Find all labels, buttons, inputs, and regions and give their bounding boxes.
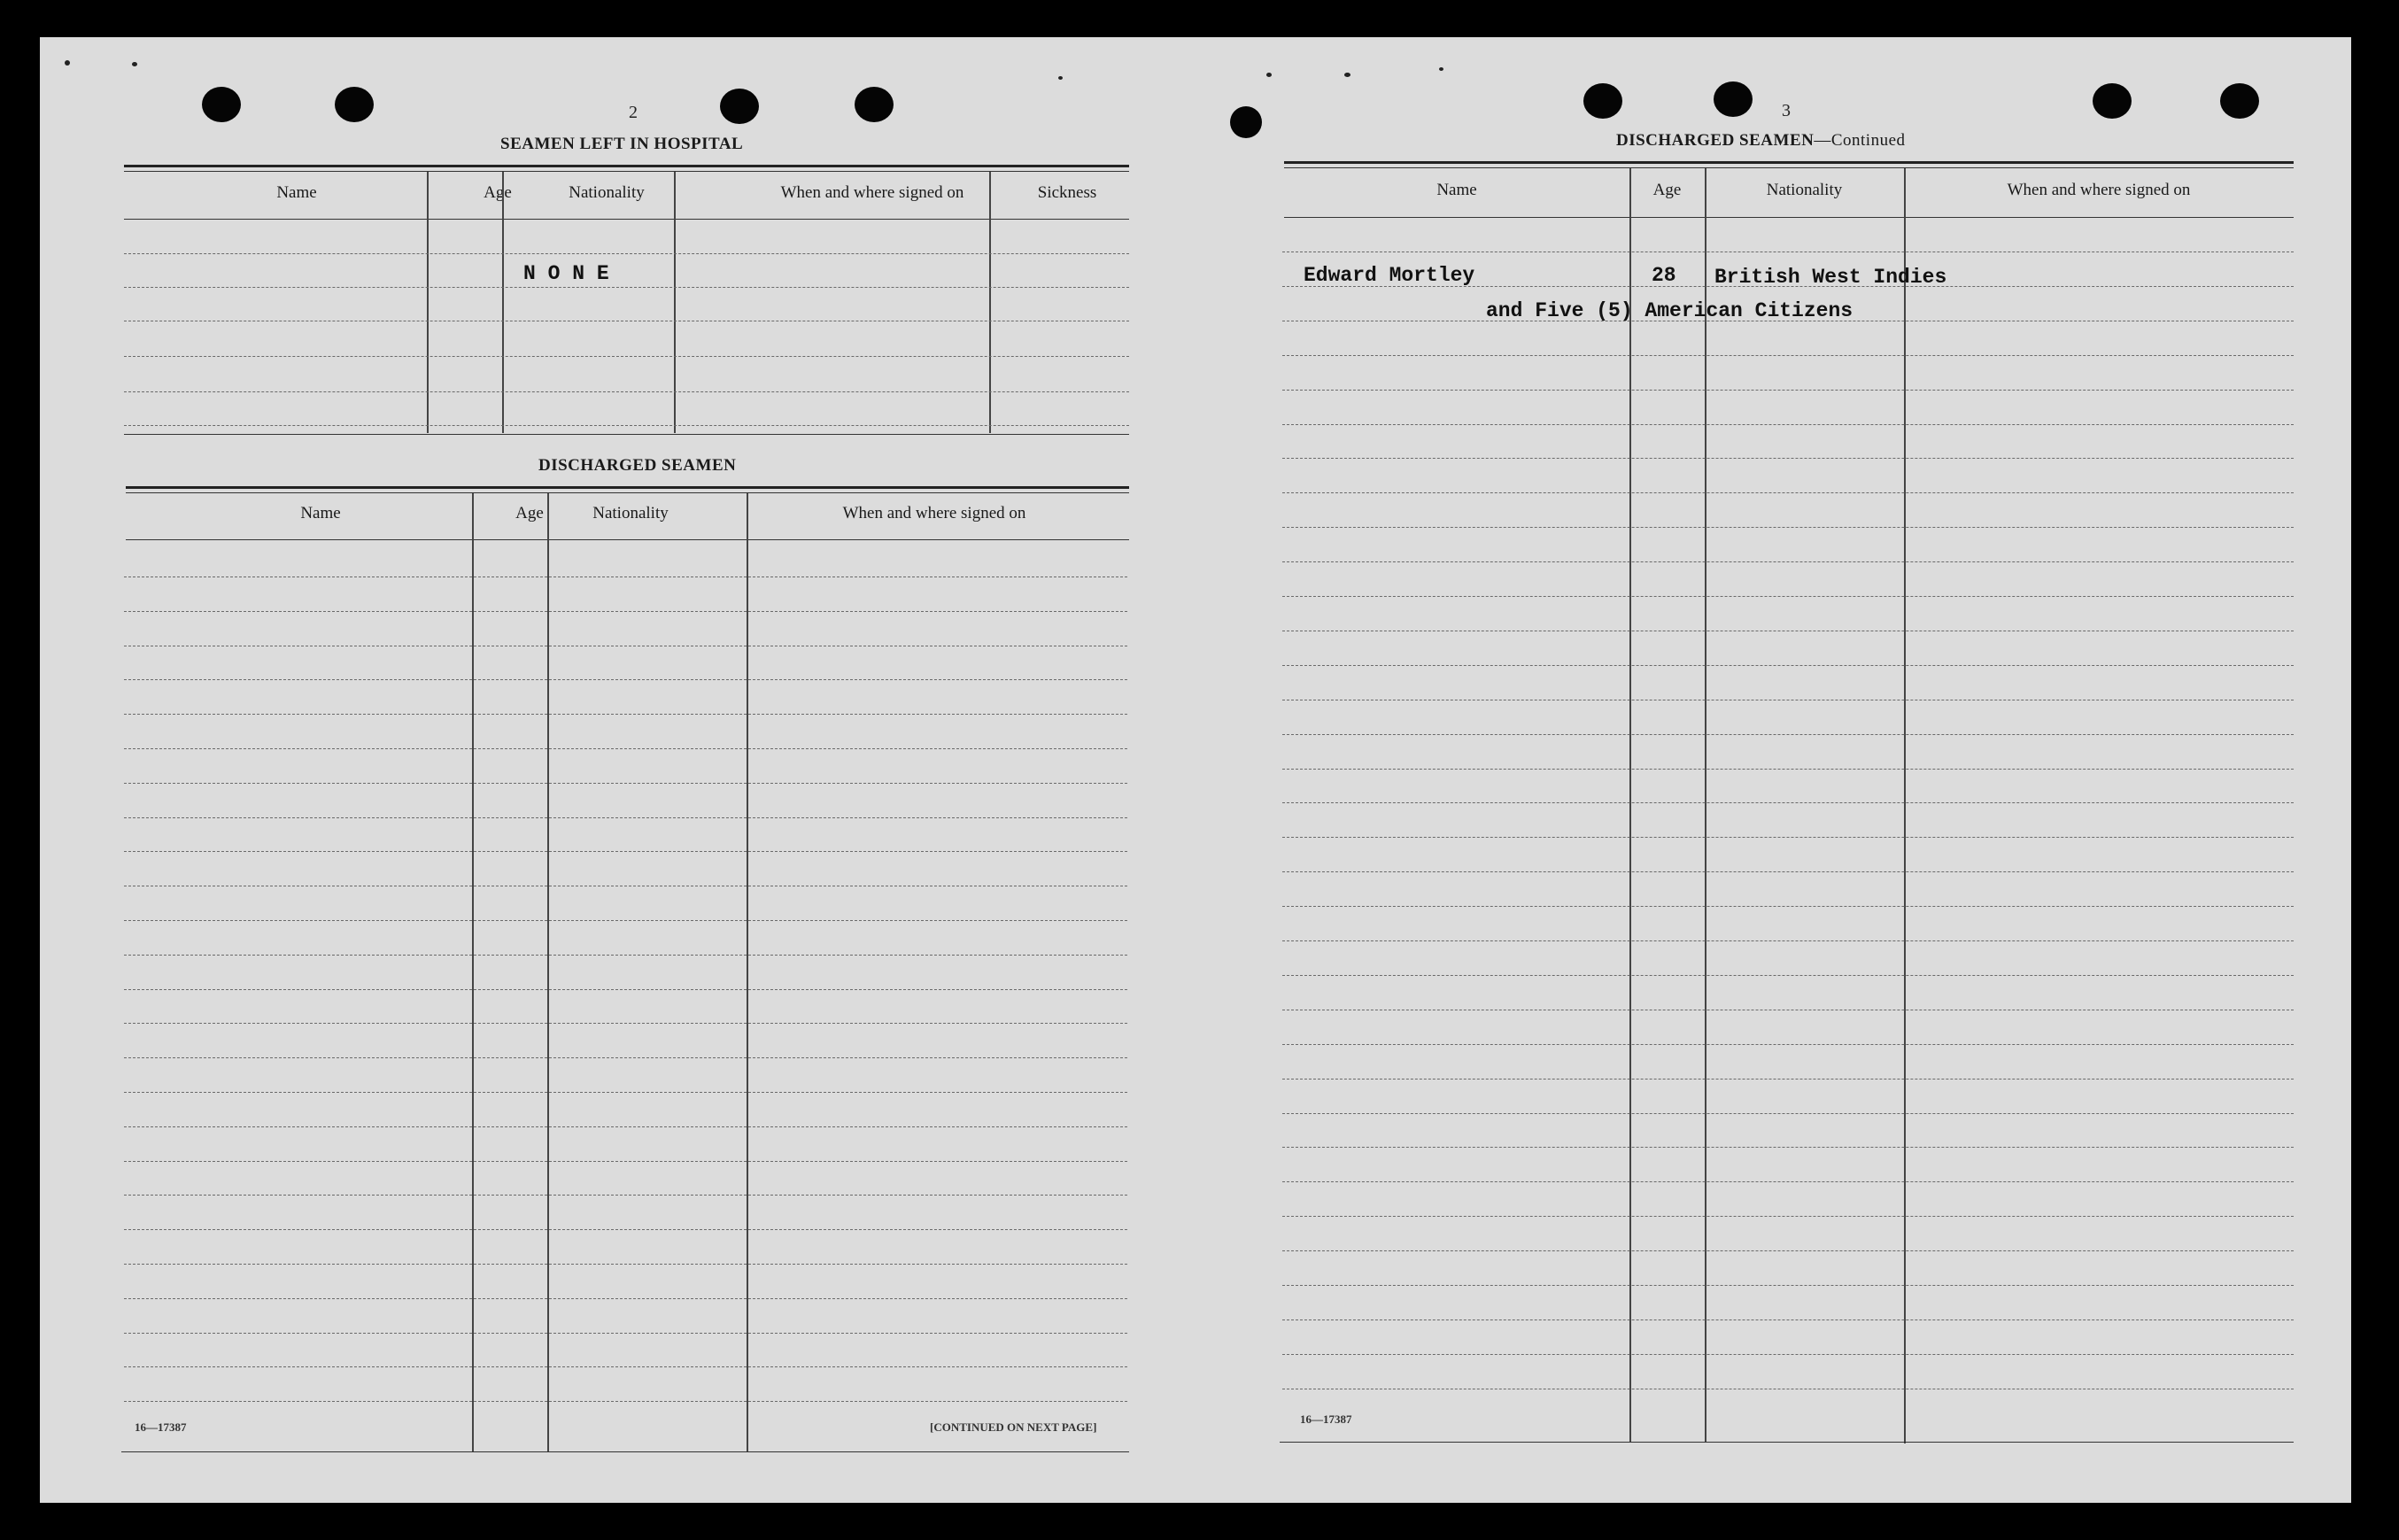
speck xyxy=(132,62,137,66)
ruled-line xyxy=(1282,1354,2294,1355)
section-rule xyxy=(1284,167,2294,168)
ruled-line xyxy=(124,356,1129,357)
title-main: DISCHARGED SEAMEN xyxy=(1616,131,1815,150)
column-divider xyxy=(674,172,676,433)
ruled-line xyxy=(124,920,1127,921)
section-bottom-rule xyxy=(124,434,1129,435)
ruled-line xyxy=(1282,527,2294,528)
continued-note: [CONTINUED ON NEXT PAGE] xyxy=(930,1420,1097,1434)
column-header-signed-on: When and where signed on xyxy=(2007,181,2191,199)
column-header-age: Age xyxy=(484,183,512,202)
ruled-line xyxy=(1282,1181,2294,1182)
punch-hole xyxy=(335,87,374,122)
speck xyxy=(1439,67,1443,71)
column-divider xyxy=(989,172,991,433)
ruled-line xyxy=(1282,975,2294,976)
discharged-section-title: DISCHARGED SEAMEN xyxy=(538,456,737,475)
ruled-line xyxy=(1282,492,2294,493)
section-rule xyxy=(124,171,1129,172)
ruled-line xyxy=(124,1229,1127,1230)
punch-hole xyxy=(2220,83,2259,119)
column-divider xyxy=(427,172,429,433)
ruled-line xyxy=(124,1023,1127,1024)
ruled-line xyxy=(1282,1285,2294,1286)
section-rule xyxy=(1284,161,2294,164)
punch-hole xyxy=(202,87,241,122)
document-sheet xyxy=(40,37,2351,1503)
ruled-line xyxy=(1282,734,2294,735)
column-header-nationality: Nationality xyxy=(592,504,669,522)
ruled-line xyxy=(1282,769,2294,770)
column-header-nationality: Nationality xyxy=(569,183,645,202)
section-rule xyxy=(124,165,1129,167)
ruled-line xyxy=(1282,871,2294,872)
table-bottom-rule xyxy=(121,1451,1129,1452)
ruled-line xyxy=(124,253,1129,254)
ruled-line xyxy=(1282,355,2294,356)
ruled-line xyxy=(124,391,1129,392)
punch-hole xyxy=(1230,106,1262,138)
column-divider xyxy=(1904,168,1906,1443)
ruled-line xyxy=(124,1092,1127,1093)
column-divider xyxy=(502,172,504,433)
ruled-line xyxy=(124,1333,1127,1334)
ruled-line xyxy=(1282,561,2294,562)
ruled-line xyxy=(124,1126,1127,1127)
ruled-line xyxy=(124,679,1127,680)
form-number: 16—17387 xyxy=(1300,1412,1352,1426)
hospital-entry-none: N O N E xyxy=(523,262,609,285)
ruled-line xyxy=(1282,1079,2294,1080)
ruled-line xyxy=(124,1366,1127,1367)
column-header-age: Age xyxy=(515,504,544,522)
column-divider xyxy=(472,493,474,1451)
ruled-line xyxy=(1282,1147,2294,1148)
section-rule xyxy=(126,486,1129,489)
ruled-line xyxy=(124,955,1127,956)
ruled-line xyxy=(124,1057,1127,1058)
column-header-age: Age xyxy=(1652,181,1682,199)
ruled-line xyxy=(124,1298,1127,1299)
header-rule xyxy=(126,539,1129,540)
column-header-nationality: Nationality xyxy=(1766,181,1843,199)
ruled-line xyxy=(1282,665,2294,666)
ruled-line xyxy=(1282,837,2294,838)
seaman-age: 28 xyxy=(1652,264,1676,287)
column-header-name: Name xyxy=(300,504,341,522)
ruled-line xyxy=(124,851,1127,852)
speck xyxy=(1058,76,1063,80)
ruled-line xyxy=(1282,1216,2294,1217)
hospital-section-title: SEAMEN LEFT IN HOSPITAL xyxy=(500,135,744,153)
ruled-line xyxy=(124,287,1129,288)
speck xyxy=(65,60,70,66)
ruled-line xyxy=(1282,458,2294,459)
ruled-line xyxy=(124,1401,1127,1402)
page-number: 2 xyxy=(629,103,638,122)
ruled-line xyxy=(124,783,1127,784)
punch-hole xyxy=(720,89,759,124)
column-header-name: Name xyxy=(1436,181,1477,199)
ruled-line xyxy=(124,748,1127,749)
ruled-line xyxy=(124,611,1127,612)
page-number: 3 xyxy=(1782,101,1791,120)
column-header-signed-on: When and where signed on xyxy=(842,504,1026,522)
ruled-line xyxy=(124,425,1129,426)
seaman-name: Edward Mortley xyxy=(1304,264,1475,287)
column-header-name: Name xyxy=(276,183,317,202)
ruled-line xyxy=(124,714,1127,715)
ruled-line xyxy=(1282,906,2294,907)
column-divider xyxy=(547,493,549,1451)
seaman-nationality: British West Indies xyxy=(1714,266,1947,289)
header-rule xyxy=(1284,217,2294,218)
ruled-line xyxy=(1282,1319,2294,1320)
punch-hole xyxy=(2093,83,2132,119)
header-rule xyxy=(124,219,1129,220)
ruled-line xyxy=(124,1195,1127,1196)
speck xyxy=(1344,73,1350,77)
punch-hole xyxy=(855,87,894,122)
discharged-continued-title xyxy=(1616,131,1906,151)
ruled-line xyxy=(1282,596,2294,597)
ruled-line xyxy=(1282,1044,2294,1045)
column-header-sickness: Sickness xyxy=(1037,183,1097,202)
ruled-line xyxy=(124,1264,1127,1265)
table-bottom-rule xyxy=(1280,1442,2294,1443)
section-rule xyxy=(126,492,1129,493)
ruled-line xyxy=(1282,390,2294,391)
punch-hole xyxy=(1714,81,1753,117)
additional-seamen-line: and Five (5) American Citizens xyxy=(1486,299,1853,322)
ruled-line xyxy=(1282,1113,2294,1114)
ruled-line xyxy=(1282,424,2294,425)
ruled-line xyxy=(1282,940,2294,941)
ruled-line xyxy=(124,989,1127,990)
ruled-line xyxy=(1282,802,2294,803)
punch-hole xyxy=(1583,83,1622,119)
column-header-signed-on: When and where signed on xyxy=(780,183,964,202)
ruled-line xyxy=(1282,1250,2294,1251)
ruled-line xyxy=(124,1161,1127,1162)
column-divider xyxy=(747,493,748,1451)
title-suffix: —Continued xyxy=(1814,131,1906,150)
speck xyxy=(1266,73,1272,77)
form-number: 16—17387 xyxy=(135,1420,187,1434)
ruled-line xyxy=(124,817,1127,818)
